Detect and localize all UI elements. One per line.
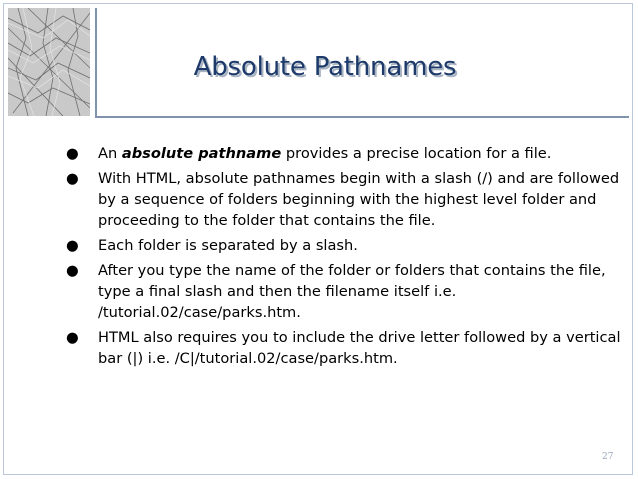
bullet-text: provides a precise location for a file. <box>281 145 552 162</box>
bullet-marker-icon: ● <box>66 170 79 187</box>
bullet-item <box>66 260 632 323</box>
bullet-marker-icon: ● <box>66 145 79 162</box>
bullet-text: An <box>98 145 122 162</box>
bullet-emphasis: absolute pathname <box>121 145 282 162</box>
bullet-list <box>66 143 632 373</box>
bullet-text: HTML also requires you to include the drive letter followed by a vertical bar (|) i.e. /C|/tutorial.02/case/parks.htm. <box>98 329 621 367</box>
bullet-text: After you type the name of the folder or folders that contains the file, type a final slash and then the filename itself i.e. /tutorial.02/case/parks.htm. <box>98 262 606 321</box>
bullet-item <box>66 235 632 256</box>
bullet-marker-icon: ● <box>66 262 79 279</box>
texture-image <box>8 8 90 116</box>
bullet-item <box>66 327 632 369</box>
bullet-text: With HTML, absolute pathnames begin with a slash (/) and are followed by a sequence of folders beginning with the highest level folder and proceeding to the folder that contains the file. <box>98 170 620 229</box>
page-number: 27 <box>602 452 614 462</box>
bullet-item <box>66 143 632 164</box>
bullet-item <box>66 168 632 231</box>
slide-title: Absolute Pathnames <box>193 52 457 82</box>
bullet-marker-icon: ● <box>66 237 79 254</box>
bullet-marker-icon: ● <box>66 329 79 346</box>
horizontal-rule <box>95 116 629 118</box>
bullet-text: Each folder is separated by a slash. <box>98 237 358 254</box>
